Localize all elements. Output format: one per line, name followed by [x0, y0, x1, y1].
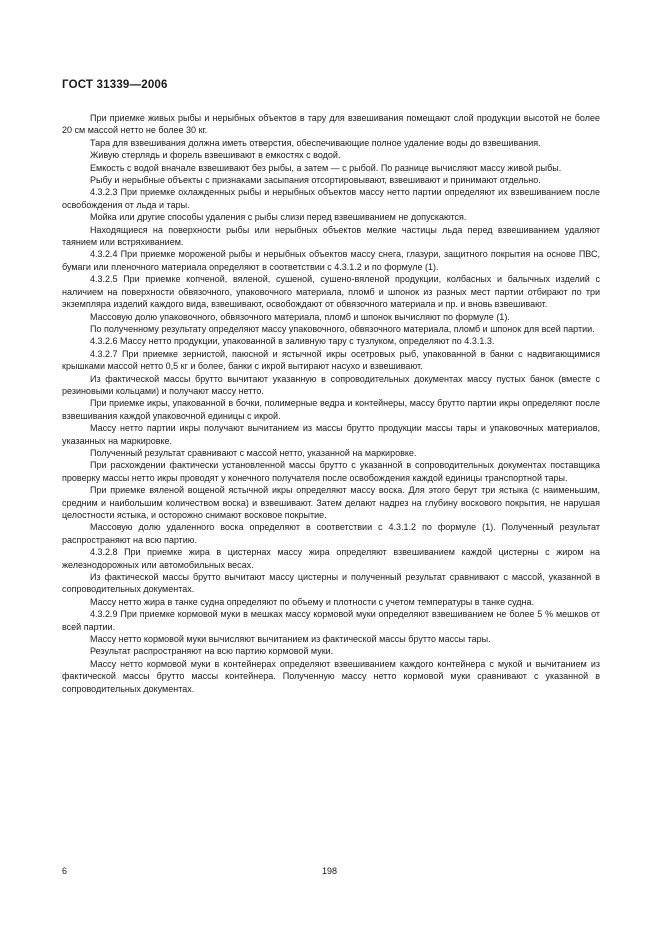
paragraph: При приемке икры, упакованной в бочки, полимерные ведра и контейнеры, массу брутто партии икры определяют после взвешивания каждой упаковочной единицы с икрой. [62, 398, 600, 421]
paragraph: 4.3.2.3 При приемке охлажденных рыбы и нерыбных объектов массу нетто партии определяют их взвешиванием после освобождения от льда и тары. [62, 187, 600, 210]
paragraph: Из фактической массы брутто вычитают массу цистерны и полученный результат сравнивают с массой, указанной в сопроводительных документах. [62, 572, 600, 595]
paragraph: Результат распространяют на всю партию кормовой муки. [90, 646, 334, 657]
paragraph: 4.3.2.9 При приемке кормовой муки в мешках массу кормовой муки определяют взвешиванием не более 5 % мешков от всей партии. [62, 609, 600, 632]
paragraph: Находящиеся на поверхности рыбы или нерыбных объектов мелкие частицы льда перед взвешиванием удаляют таянием или встряхиванием. [62, 224, 600, 248]
paragraph: Массу нетто кормовой муки вычисляют вычитанием из фактической массы брутто массы тары. [90, 634, 491, 645]
paragraph: 4.3.2.4 При приемке мороженой рыбы и нерыбных объектов массу снега, глазури, защитного покрытия на основе ПВС, бумаги или пленочного материала определяют в соответствии с 4.3.1.2 и по формуле (1). [62, 249, 600, 272]
paragraph: Массовую долю удаленного воска определяют в соответствии с 4.3.1.2 по формуле (1). Полученный результат распространяют на всю партию. [62, 522, 600, 545]
document-body [62, 112, 600, 695]
paragraph: 4.3.2.8 При приемке жира в цистернах массу жира определяют взвешиванием каждой цистерны с жиром на железнодорожных или автомобильных весах. [62, 547, 600, 570]
paragraph: Массу нетто жира в танке судна определяют по объему и плотности с учетом температуры в танке судна. [90, 596, 535, 607]
paragraph: Массовую долю упаковочного, обвязочного материала, пломб и шпонок вычисляют по формуле (1). [90, 311, 510, 322]
paragraph: Живую стерлядь и форель взвешивают в емкостях с водой. [90, 150, 341, 161]
paragraph: Из фактической массы брутто вычитают указанную в сопроводительных документах массу пустых банок (вместе с резиновыми кольцами) и получают массу нетто. [62, 373, 600, 396]
paragraph: По полученному результату определяют массу упаковочного, обвязочного материала, пломб и шпонок для всей партии. [90, 323, 595, 334]
paragraph: 4.3.2.6 Массу нетто продукции, упакованной в заливную тару с тузлуком, определяют по 4.3.1.3. [90, 336, 495, 347]
paragraph: Массу нетто партии икры получают вычитанием из массы брутто продукции массы тары и упаковочных материалов, указанных на маркировке. [62, 423, 600, 446]
paragraph: Рыбу и нерыбные объекты с признаками засыпания отсортировывают, взвешивают и принимают отдельно. [90, 175, 541, 186]
document-header-standard: ГОСТ 31339—2006 [62, 79, 168, 91]
paragraph: При приемке вяленой вощеной ястычной икры определяют массу воска. Для этого берут три ястыка (с наименьшим, средним и наибольшим количеством воска) и взвешивают. Затем делают надрез на глубину воскового покрытия, не нарушая целостности ястыка, и осторожно снимают восковое покрытие. [62, 485, 600, 520]
paragraph: При расхождении фактически установленной массы брутто с указанной в сопроводительных документах поставщика проверку массы нетто икры проводят у конечного получателя после освобождения каждой единицы транспортной тары. [62, 460, 600, 483]
paragraph: Мойка или другие способы удаления с рыбы слизи перед взвешиванием не допускаются. [90, 212, 467, 223]
page-number: 6 [62, 866, 68, 876]
paragraph: При приемке живых рыбы и нерыбных объектов в тару для взвешивания помещают слой продукции высотой не более 20 см массой нетто не более 30 кг. [62, 113, 600, 136]
paragraph: 4.3.2.7 При приемке зернистой, паюсной и ястычной икры осетровых рыб, упакованной в банки с надвигающимися крышками массой нетто 0,5 кг и более, банки с икрой вытирают насухо и взвешивают. [62, 348, 600, 372]
paragraph: Полученный результат сравнивают с массой нетто, указанной на маркировке. [90, 447, 417, 458]
sheet-number: 198 [322, 866, 338, 876]
paragraph: Тара для взвешивания должна иметь отверстия, обеспечивающие полное удаление воды до взвешивания. [90, 137, 541, 148]
paragraph: 4.3.2.5 При приемке копченой, вяленой, сушеной, сушено-вяленой продукции, колбасных и балычных изделий с наличием на поверхности обвязочного, упаковочного материала, пломб и шпонок из разных мест партии отбирают по три экземпляра изделий каждого вида, взвешивают, освобождают от обвязочного материала и пр. и вновь взвешивают. [62, 274, 600, 310]
paragraph: Емкость с водой вначале взвешивают без рыбы, а затем — с рыбой. По разнице вычисляют массу живой рыбы. [90, 162, 562, 173]
paragraph: Массу нетто кормовой муки в контейнерах определяют взвешиванием каждого контейнера с мукой и вычитанием из фактической массы брутто массы контейнера. Полученную массу нетто кормовой муки сравнивают с указанной в сопроводительных документах. [62, 658, 600, 694]
